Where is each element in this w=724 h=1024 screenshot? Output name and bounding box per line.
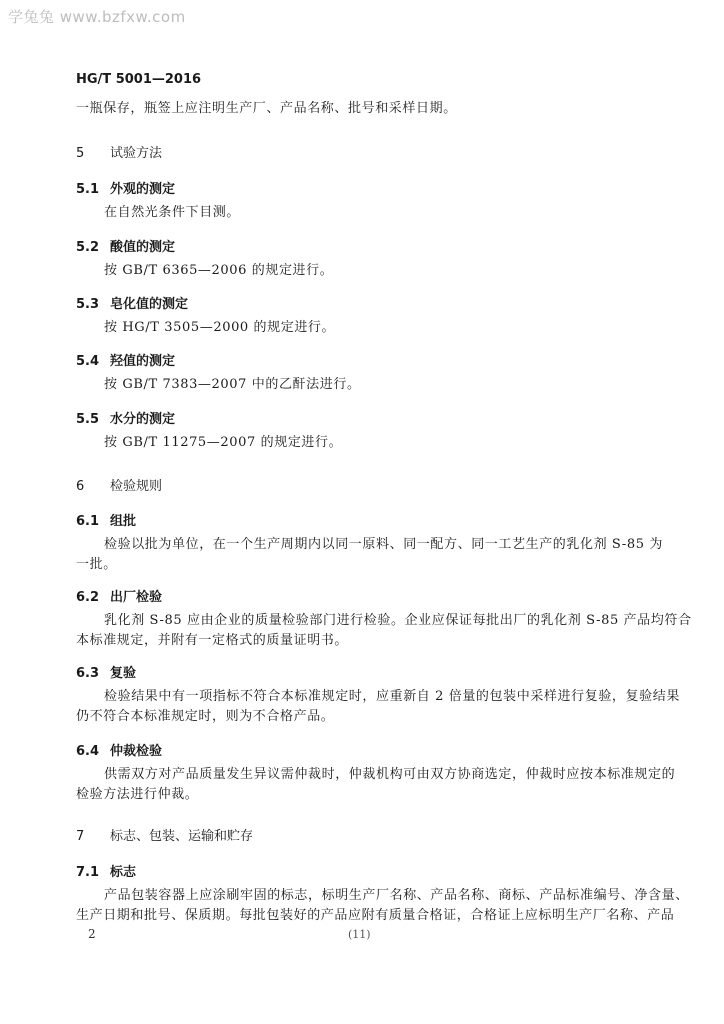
- clause-title: 水分的测定: [110, 412, 176, 427]
- intro-text: 一瓶保存，瓶签上应注明生产厂、产品名称、批号和采样日期。: [76, 101, 457, 116]
- clause-title: 羟值的测定: [110, 354, 176, 369]
- clause-number: 5.3: [76, 297, 100, 312]
- section-number: 5: [76, 146, 85, 161]
- clause-6-1-heading: [76, 510, 136, 529]
- clause-6-4-line-1: 供需双方对产品质量发生异议需仲裁时，仲裁机构可由双方协商选定，仲裁时应按本标准规定的: [104, 767, 676, 782]
- clause-6-2-line-2: 本标准规定，并附有一定格式的质量证明书。: [76, 633, 349, 648]
- section-title: 检验规则: [110, 479, 163, 494]
- clause-title: 酸值的测定: [110, 240, 176, 255]
- section-6-heading: [76, 475, 162, 494]
- clause-6-3-line-2: 仍不符合本标准规定时，则为不合格产品。: [76, 709, 335, 724]
- section-number: 7: [76, 829, 85, 844]
- clause-7-1-line-2: 生产日期和批号、保质期。每批包装好的产品应附有质量合格证，合格证上应标明生产厂名称、产品: [76, 908, 675, 923]
- clause-number: 6.1: [76, 514, 100, 529]
- clause-6-3-heading: [76, 662, 136, 681]
- clause-title: 仲裁检验: [110, 744, 163, 759]
- clause-title: 组批: [110, 514, 137, 529]
- clause-7-1-heading: [76, 861, 136, 880]
- section-5-heading: [76, 142, 162, 161]
- clause-title: 皂化值的测定: [110, 297, 189, 312]
- clause-number: 5.2: [76, 240, 100, 255]
- clause-6-1-line-1: 检验以批为单位，在一个生产周期内以同一原料、同一配方、同一工艺生产的乳化剂 S-85 为: [104, 537, 663, 552]
- clause-5-1-text: 在自然光条件下目测。: [104, 205, 241, 220]
- clause-7-1-line-1: 产品包装容器上应涂刷牢固的标志，标明生产厂名称、产品名称、商标、产品标准编号、净含量、: [104, 888, 689, 903]
- section-title: 试验方法: [110, 146, 163, 161]
- section-title: 标志、包装、运输和贮存: [110, 829, 254, 844]
- clause-5-5-text: 按 GB/T 11275—2007 的规定进行。: [104, 435, 343, 450]
- clause-5-2-heading: [76, 236, 175, 255]
- clause-5-4-text: 按 GB/T 7383—2007 中的乙酐法进行。: [104, 377, 361, 392]
- clause-5-4-heading: [76, 350, 175, 369]
- clause-title: 复验: [110, 666, 137, 681]
- clause-number: 6.3: [76, 666, 100, 681]
- clause-6-1-line-2: 一批。: [76, 557, 117, 572]
- section-number: 6: [76, 479, 85, 494]
- clause-title: 标志: [110, 865, 137, 880]
- clause-5-3-text: 按 HG/T 3505—2000 的规定进行。: [104, 320, 336, 335]
- standard-code: HG/T 5001—2016: [76, 72, 202, 87]
- clause-5-2-text: 按 GB/T 6365—2006 的规定进行。: [104, 263, 334, 278]
- clause-number: 5.5: [76, 412, 100, 427]
- site-watermark: 学兔兔 www.bzfxw.com: [8, 8, 186, 26]
- page-number: 2: [88, 927, 96, 941]
- clause-6-2-heading: [76, 586, 162, 605]
- clause-title: 外观的测定: [110, 182, 176, 197]
- clause-6-4-line-2: 检验方法进行仲裁。: [76, 787, 199, 802]
- clause-number: 7.1: [76, 865, 100, 880]
- clause-number: 6.2: [76, 590, 100, 605]
- clause-number: 6.4: [76, 744, 100, 759]
- clause-title: 出厂检验: [110, 590, 163, 605]
- clause-number: 5.4: [76, 354, 100, 369]
- section-7-heading: [76, 825, 253, 844]
- clause-number: 5.1: [76, 182, 100, 197]
- clause-6-3-line-1: 检验结果中有一项指标不符合本标准规定时，应重新自 2 倍量的包装中采样进行复验，复验结果: [104, 689, 680, 704]
- clause-6-2-line-1: 乳化剂 S-85 应由企业的质量检验部门进行检验。企业应保证每批出厂的乳化剂 S-85 产品均符合: [104, 613, 692, 628]
- clause-5-1-heading: [76, 178, 175, 197]
- clause-6-4-heading: [76, 740, 162, 759]
- clause-5-3-heading: [76, 293, 188, 312]
- footer-mark: (11): [348, 928, 371, 941]
- clause-5-5-heading: [76, 408, 175, 427]
